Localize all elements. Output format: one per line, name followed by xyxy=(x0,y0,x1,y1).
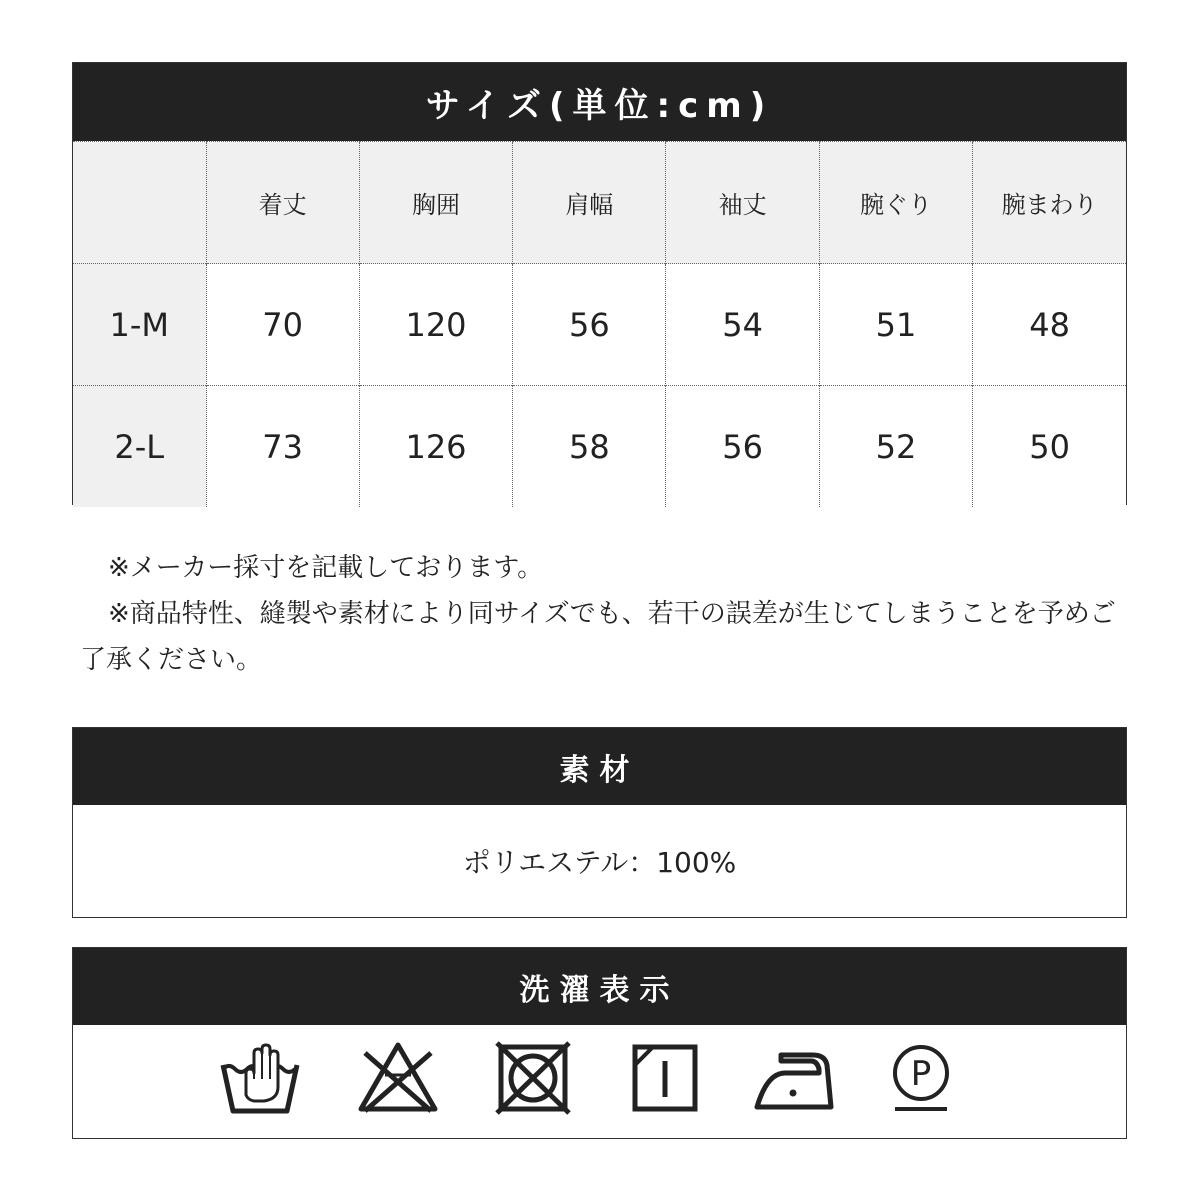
table-cell: 52 xyxy=(819,386,972,508)
dry-clean-p-icon xyxy=(891,1043,951,1117)
table-cell: 54 xyxy=(666,264,819,386)
table-cell: 73 xyxy=(206,386,359,508)
table-cell: 48 xyxy=(973,264,1126,386)
no-bleach-icon xyxy=(357,1039,439,1115)
table-cell: 56 xyxy=(513,264,666,386)
care-icons xyxy=(73,1025,1126,1138)
washing-title: 洗濯表示 xyxy=(73,948,1126,1025)
washing-section xyxy=(72,947,1127,1139)
hand-wash-icon xyxy=(219,1043,301,1115)
size-table xyxy=(73,141,1126,507)
column-header-armhole: 腕ぐり xyxy=(819,142,972,264)
table-row xyxy=(73,264,1126,386)
measurement-notes xyxy=(80,545,1120,683)
table-row xyxy=(73,386,1126,508)
table-cell: 51 xyxy=(819,264,972,386)
material-title: 素材 xyxy=(73,728,1126,805)
row-size-label: 2-L xyxy=(73,386,206,508)
table-cell: 120 xyxy=(359,264,512,386)
drip-dry-icon xyxy=(631,1041,701,1117)
table-cell: 70 xyxy=(206,264,359,386)
dry-clean-letter: P xyxy=(910,1054,932,1094)
column-header-shoulder: 肩幅 xyxy=(513,142,666,264)
note-line-1: ※メーカー採寸を記載しております。 xyxy=(108,553,544,583)
note-line-2: ※商品特性、縫製や素材により同サイズでも、若干の誤差が生じてしまうことを予めご了承ください。 xyxy=(80,599,1116,675)
row-size-label: 1-M xyxy=(73,264,206,386)
column-header-length: 着丈 xyxy=(206,142,359,264)
size-table-corner xyxy=(73,142,206,264)
column-header-chest: 胸囲 xyxy=(359,142,512,264)
table-cell: 58 xyxy=(513,386,666,508)
table-cell: 126 xyxy=(359,386,512,508)
size-table-section xyxy=(72,62,1127,505)
table-cell: 50 xyxy=(973,386,1126,508)
no-tumble-dry-icon xyxy=(495,1041,573,1117)
column-header-arm-circumference: 腕まわり xyxy=(973,142,1126,264)
material-section xyxy=(72,727,1127,918)
column-header-sleeve: 袖丈 xyxy=(666,142,819,264)
material-content: ポリエステル：100% xyxy=(462,846,737,879)
size-table-header-row xyxy=(73,142,1126,264)
size-table-title: サイズ(単位:cm) xyxy=(73,63,1126,141)
low-iron-icon xyxy=(753,1047,835,1113)
table-cell: 56 xyxy=(666,386,819,508)
